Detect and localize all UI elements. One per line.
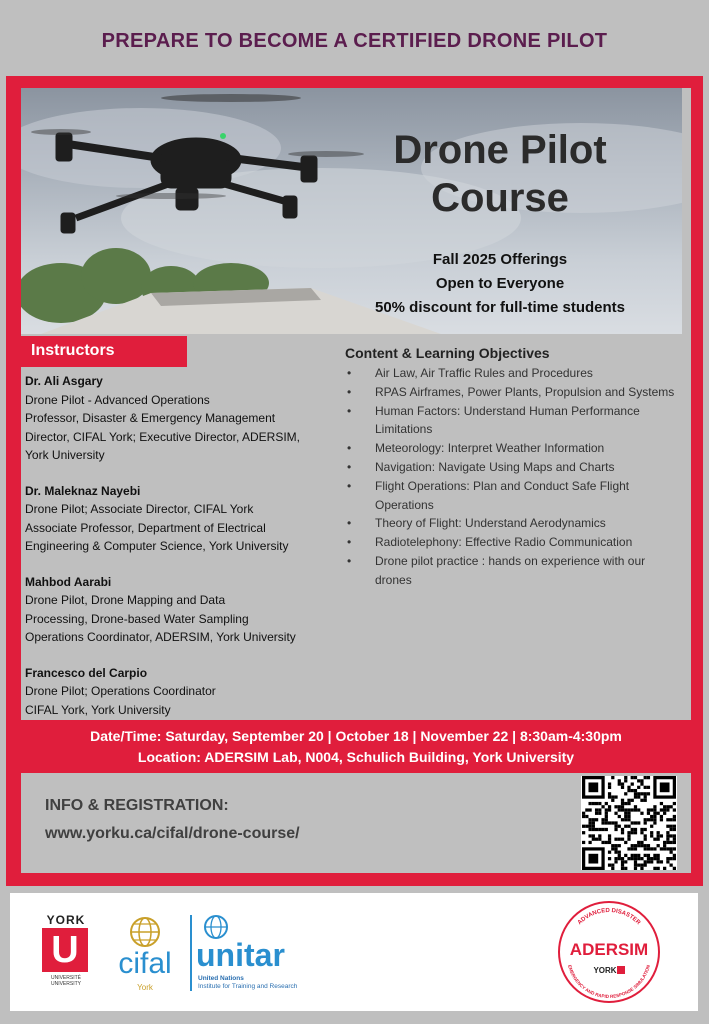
adersim-ring-bottom: EMERGENCY AND RAPID RESPONSE SIMULATION xyxy=(567,964,651,1000)
instructor-line: Associate Professor, Department of Electrical xyxy=(25,520,266,535)
cifal-york-logo xyxy=(102,913,188,993)
unitar-sub-line: United Nations xyxy=(198,975,244,982)
offerings-text: Fall 2025 Offerings xyxy=(432,251,568,268)
york-university-logo xyxy=(40,913,92,993)
instructors-heading: Instructors xyxy=(21,336,187,367)
learning-objectives xyxy=(345,345,685,590)
instructor-name: Francesco del Carpio xyxy=(25,665,148,680)
unitar-logo xyxy=(196,913,326,993)
registration-link[interactable]: www.yorku.ca/cifal/drone-course/ xyxy=(45,825,300,842)
list-item: • Human Factors: Understand Human Performance Limitations xyxy=(345,402,685,440)
instructor-line: Director, CIFAL York; Executive Director, ADERSIM, xyxy=(25,429,300,444)
list-item: • Drone pilot practice : hands on experience with our drones xyxy=(345,552,685,590)
instructor-name: Mahbod Aarabi xyxy=(25,574,112,589)
unitar-subtitle xyxy=(198,975,328,991)
schedule-banner xyxy=(21,726,691,768)
adersim-wordmark: ADERSIM xyxy=(569,940,649,959)
logo-divider xyxy=(190,915,192,991)
list-item: • Navigation: Navigate Using Maps and Charts xyxy=(345,458,685,477)
instructor-line: Drone Pilot; Associate Director, CIFAL York xyxy=(25,502,254,516)
list-item: • Theory of Flight: Understand Aerodynamics xyxy=(345,514,685,533)
globe-icon xyxy=(125,915,165,949)
instructor-item xyxy=(25,372,345,465)
instructor-line: Engineering & Computer Science, York University xyxy=(25,539,289,553)
instructor-line: York University xyxy=(25,448,105,462)
unitar-wordmark: unitar xyxy=(196,937,285,973)
list-item: • Flight Operations: Plan and Conduct Safe Flight Operations xyxy=(345,477,685,515)
list-item: • Air Law, Air Traffic Rules and Procedures xyxy=(345,364,685,383)
discount-text: 50% discount for full-time students xyxy=(374,299,626,316)
logo-strip xyxy=(10,893,698,1011)
adersim-ring-top: ADVANCED DISASTER xyxy=(576,907,642,927)
info-title: INFO & REGISTRATION: xyxy=(45,797,229,814)
list-item: • Meteorology: Interpret Weather Information xyxy=(345,439,685,458)
instructor-line: Processing, Drone-based Water Sampling xyxy=(25,611,249,626)
adersim-logo xyxy=(555,898,663,1006)
adersim-york-label: YORK xyxy=(593,966,617,975)
course-title-line2: Course xyxy=(431,176,569,220)
list-item: • Radiotelephony: Effective Radio Communication xyxy=(345,533,685,552)
york-subtext: UNIVERSITÉ UNIVERSITY xyxy=(50,975,81,987)
list-item: • RPAS Airframes, Power Plants, Propulsion and Systems xyxy=(345,383,685,402)
york-u-mark: U xyxy=(42,928,88,972)
datetime-text: Date/Time: Saturday, September 20 | October 18 | November 22 | 8:30am-4:30pm xyxy=(90,728,622,744)
cifal-york-label: York xyxy=(137,983,153,992)
page-heading: PREPARE TO BECOME A CERTIFIED DRONE PILOT xyxy=(101,30,608,52)
hero-subtitles xyxy=(330,248,670,320)
open-text: Open to Everyone xyxy=(435,275,565,292)
location-text: Location: ADERSIM Lab, N004, Schulich Building, York University xyxy=(137,749,575,765)
qr-code-icon[interactable] xyxy=(581,776,677,870)
unitar-sub-line: Institute for Training and Research xyxy=(198,983,298,990)
york-wordmark: YORK xyxy=(46,913,86,927)
instructors-list xyxy=(25,372,345,736)
instructor-line: CIFAL York, York University xyxy=(25,702,171,717)
instructor-name: Dr. Ali Asgary xyxy=(25,374,103,388)
instructor-line: Operations Coordinator, ADERSIM, York University xyxy=(25,630,296,644)
instructor-line: Drone Pilot; Operations Coordinator xyxy=(25,684,216,698)
objectives-list xyxy=(345,364,685,590)
registration-panel xyxy=(21,773,691,873)
instructor-line: Drone Pilot, Drone Mapping and Data xyxy=(25,593,226,607)
instructor-line: Professor, Disaster & Emergency Management xyxy=(25,411,276,425)
instructor-item xyxy=(25,573,345,647)
cifal-wordmark: cifal xyxy=(118,947,172,980)
instructor-item xyxy=(25,664,345,720)
instructor-item xyxy=(25,482,345,556)
instructor-name: Dr. Maleknaz Nayebi xyxy=(25,483,141,498)
objectives-heading: Content & Learning Objectives xyxy=(345,345,550,361)
course-title-line1: Drone Pilot xyxy=(393,128,607,172)
instructor-line: Drone Pilot - Advanced Operations xyxy=(25,392,210,407)
adersim-york-u-icon xyxy=(617,966,625,974)
